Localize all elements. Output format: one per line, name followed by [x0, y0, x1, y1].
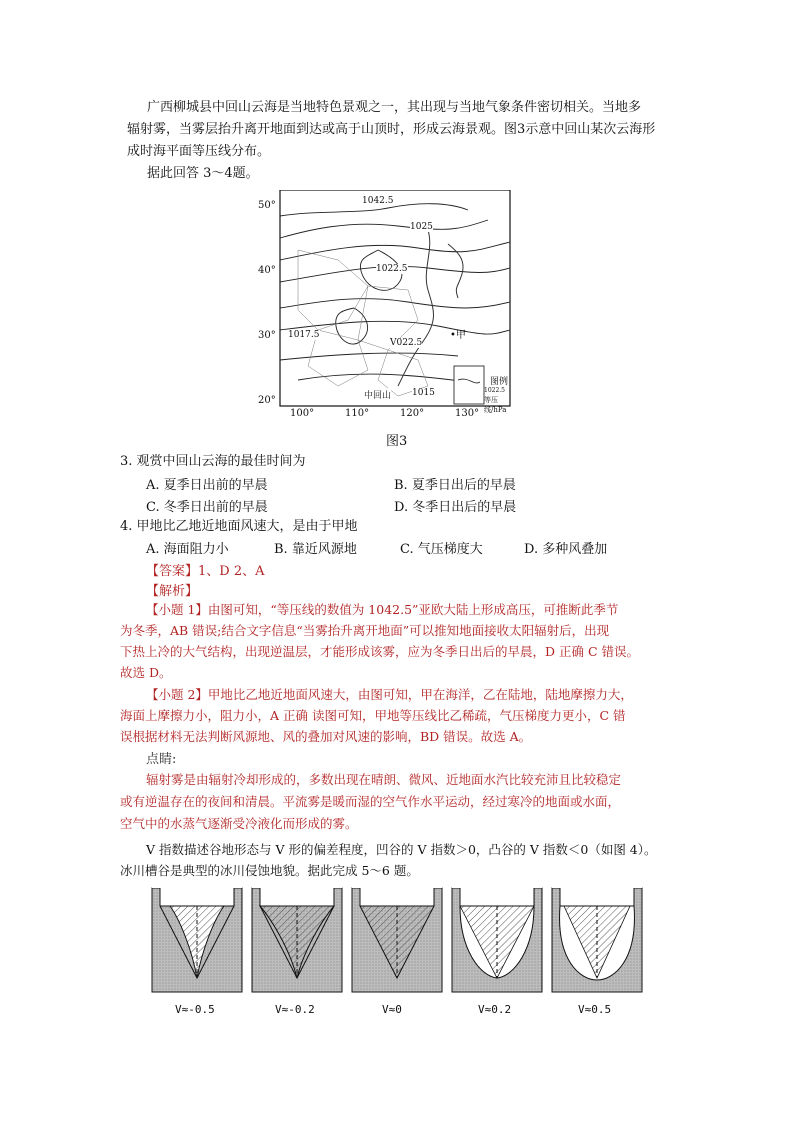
isobar-label-1015: 1015 [412, 388, 435, 398]
intro-line-2: 辐射雾，当雾层抬升离开地面到达或高于山顶时，形成云海景观。图3示意中回山某次云海形 [127, 122, 656, 137]
intro-line-4: 据此回答 3～4题。 [147, 166, 259, 181]
analysis-label: 【解析】 [146, 584, 199, 599]
vindex-label-2: V≈-0.2 [275, 1003, 315, 1016]
isobar-label-v022: V022.5 [390, 338, 423, 348]
analysis-s2-line-3: 误根据材料无法判断风源地、风的叠加对风速的影响，BD 错误。故选 A。 [120, 729, 532, 744]
valley-panel-5 [552, 880, 642, 992]
vindex-line-1: V 指数描述谷地形态与 V 形的偏差程度，凹谷的 V 指数＞0，凸谷的 V 指数＜0（如图 4）。 [146, 842, 657, 857]
lat-label-40: 40° [258, 265, 276, 276]
q4-option-c: C. 气压梯度大 [400, 542, 483, 557]
answer-value: 1、D 2、A [198, 564, 265, 579]
legend-title: 图例 [490, 377, 509, 387]
isobar-map [258, 190, 518, 420]
intro-line-3: 成时海平面等压线分布。 [127, 144, 271, 159]
lat-label-20: 20° [258, 395, 276, 406]
vindex-line-2: 冰川槽谷是典型的冰川侵蚀地貌。据此完成 5～6 题。 [120, 863, 419, 878]
point-jia: •甲 [450, 330, 466, 341]
lon-label-110: 110° [345, 408, 370, 419]
isobar-label-1017: 1017.5 [288, 330, 320, 340]
place-zhonghuishan: 中回山 [364, 388, 391, 401]
legend-desc: 等压线/hPa [484, 396, 507, 414]
tip-label: 点睛: [146, 752, 177, 767]
q3-stem: 3. 观赏中回山云海的最佳时间为 [120, 454, 306, 469]
isobar-label-1022: 1022.5 [376, 264, 408, 274]
analysis-s1-line-3: 下热上冷的大气结构，出现逆温层，才能形成该雾，应为冬季日出后的早晨，D 正确 C 错误。 [120, 644, 640, 659]
isobar-label-1042: 1042.5 [362, 196, 394, 206]
vindex-label-1: V≈-0.5 [175, 1003, 215, 1016]
analysis-s1-line-4: 故选 D。 [120, 665, 172, 680]
q3-option-a: A. 夏季日出前的早晨 [146, 478, 268, 493]
legend-value: 1022.5 [484, 387, 505, 394]
q4-stem: 4. 甲地比乙地近地面风速大，是由于甲地 [120, 519, 358, 534]
q3-option-b: B. 夏季日出后的早晨 [394, 478, 516, 493]
answer-label-text: 【答案】 [146, 564, 199, 579]
q4-option-b: B. 靠近风源地 [274, 542, 357, 557]
analysis-s2-line-1: 【小题 2】甲地比乙地近地面风速大，由图可知，甲在海洋，乙在陆地，陆地摩擦力大， [146, 687, 633, 702]
tip-line-2: 或有逆温存在的夜间和清晨。平流雾是暖而湿的空气作水平运动，经过寒冷的地面或水面， [120, 794, 621, 809]
lat-label-30: 30° [258, 330, 276, 341]
valley-panel-1 [152, 880, 242, 992]
valley-panel-3 [352, 880, 442, 992]
isobar-label-1025: 1025 [410, 222, 433, 232]
lon-label-130: 130° [455, 408, 480, 419]
q3-option-c: C. 冬季日出前的早晨 [146, 500, 268, 515]
lon-label-120: 120° [400, 408, 425, 419]
vindex-label-3: V≈0 [382, 1003, 402, 1016]
tip-line-1: 辐射雾是由辐射冷却形成的，多数出现在晴朗、微风、近地面水汽比较充沛且比较稳定 [146, 772, 622, 787]
q3-option-d: D. 冬季日出后的早晨 [394, 500, 517, 515]
q4-option-d: D. 多种风叠加 [524, 542, 608, 557]
tip-line-3: 空气中的水蒸气逐渐受冷液化而形成的雾。 [120, 816, 358, 831]
valley-figures [150, 880, 660, 995]
analysis-s2-line-2: 海面上摩擦力小，阻力小，A 正确 读图可知，甲地等压线比乙稀疏，气压梯度力更小，C 错 [120, 708, 626, 723]
valley-panel-4 [452, 880, 542, 992]
isobar-map-graphic [258, 190, 518, 420]
vindex-label-5: V≈0.5 [578, 1003, 612, 1016]
analysis-s1-line-1: 【小题 1】由图可知，“等压线的数值为 1042.5”亚欧大陆上形成高压，可推断此季节 [146, 602, 619, 617]
map-caption: 图3 [386, 434, 408, 449]
analysis-s1-line-2: 为冬季，AB 错误;结合文字信息“当雾抬升离开地面”可以推知地面接收太阳辐射后，出现 [120, 623, 610, 638]
vindex-label-4: V≈0.2 [478, 1003, 512, 1016]
answer-label [146, 560, 265, 579]
valley-panel-2 [252, 880, 342, 992]
intro-line-1: 广西柳城县中回山云海是当地特色景观之一，其出现与当地气象条件密切相关。当地多 [147, 100, 642, 115]
lat-label-50: 50° [258, 200, 276, 211]
q4-option-a: A. 海面阻力小 [146, 542, 229, 557]
lon-label-100: 100° [290, 408, 315, 419]
